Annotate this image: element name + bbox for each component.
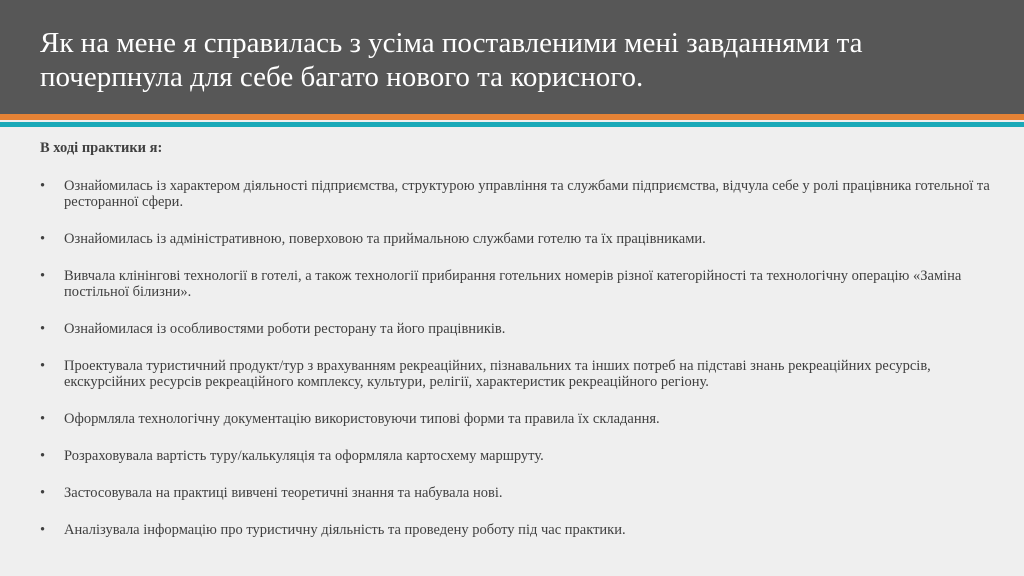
list-item: [40, 448, 990, 464]
bullet-list: [40, 178, 990, 538]
list-item-text: Оформляла технологічну документацію використовуючи типові форми та правила їх складання.: [64, 411, 660, 427]
list-item-text: Ознайомилась із характером діяльності підприємства, структурою управління та службами підприємства, відчула себе у ролі працівника готельної та ресторанної сфери.: [64, 178, 990, 210]
list-item: [40, 411, 990, 427]
list-item: [40, 268, 990, 300]
list-item-text: Вивчала клінінгові технології в готелі, а також технології прибирання готельних номерів різної категорійності та технологічну операцію «Заміна постільної білизни».: [64, 268, 962, 300]
slide-body: [40, 140, 990, 559]
list-item: [40, 321, 990, 337]
list-item-text: Розраховувала вартість туру/калькуляція та оформляла картосхему маршруту.: [64, 448, 544, 464]
accent-stripe-teal: [0, 122, 1024, 127]
bullet-icon: •: [40, 522, 46, 538]
list-item: [40, 522, 990, 538]
bullet-icon: •: [40, 321, 46, 337]
bullet-icon: •: [40, 358, 46, 374]
bullet-icon: •: [40, 268, 46, 284]
list-item: [40, 358, 990, 390]
list-item-text: Аналізувала інформацію про туристичну діяльність та проведену роботу під час практики.: [64, 522, 626, 538]
list-item-text: Застосовувала на практиці вивчені теоретичні знання та набувала нові.: [64, 485, 503, 501]
list-item: [40, 231, 990, 247]
slide-title: Як на мене я справилась з усіма поставленими мені завданнями та почерпнула для себе багато нового та корисного.: [40, 27, 863, 93]
title-banner: [0, 0, 1024, 114]
bullet-icon: •: [40, 178, 46, 194]
accent-stripe-orange: [0, 114, 1024, 120]
bullet-icon: •: [40, 411, 46, 427]
bullet-icon: •: [40, 485, 46, 501]
list-item: [40, 178, 990, 210]
list-item-text: Проектувала туристичний продукт/тур з врахуванням рекреаційних, пізнавальних та інших потреб на підставі знань рекреаційних ресурсів, екскурсійних ресурсів рекреаційного комплексу, культури, релігії, характеристик рекреаційного регіону.: [64, 358, 931, 390]
list-item: [40, 485, 990, 501]
bullet-icon: •: [40, 231, 46, 247]
list-item-text: Ознайомилася із особливостями роботи ресторану та його працівників.: [64, 321, 506, 337]
intro-heading: В ході практики я:: [40, 140, 163, 156]
bullet-icon: •: [40, 448, 46, 464]
list-item-text: Ознайомилась із адміністративною, поверховою та приймальною службами готелю та їх працівниками.: [64, 231, 706, 247]
